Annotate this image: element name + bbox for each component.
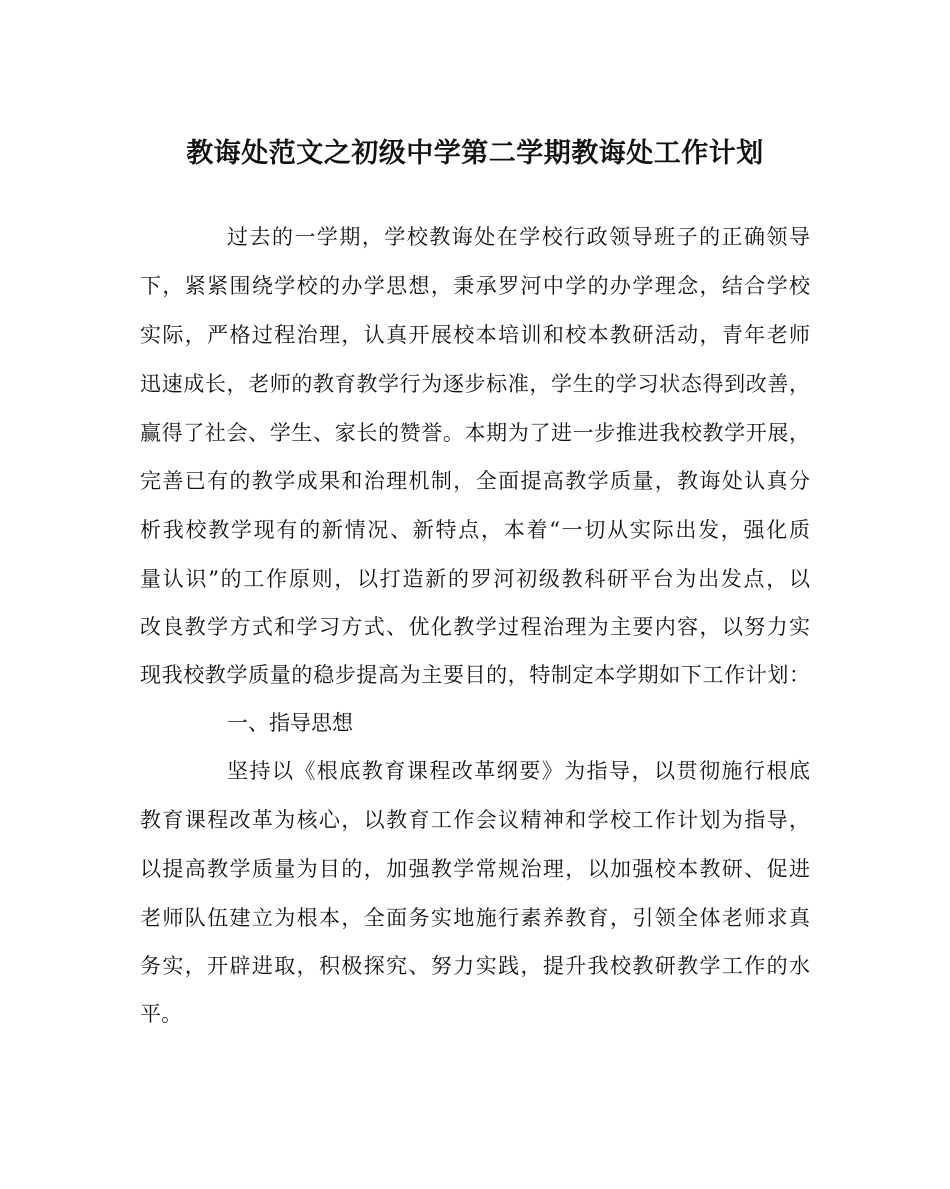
paragraph-1-line-4: 迅速成长，老师的教育教学行为逐步标准，学生的学习状态得到改善， bbox=[140, 372, 810, 396]
paragraph-1-line-9: 改良教学方式和学习方式、优化教学过程治理为主要内容，以努力实 bbox=[140, 615, 810, 639]
paragraph-1-line-2: 下，紧紧围绕学校的办学思想，秉承罗河中学的办学理念，结合学校 bbox=[140, 274, 810, 298]
paragraph-1-line-5: 赢得了社会、学生、家长的赞誉。本期为了进一步推进我校教学开展， bbox=[140, 421, 810, 445]
paragraph-1-line-3: 实际，严格过程治理，认真开展校本培训和校本教研活动，青年老师 bbox=[140, 323, 810, 347]
paragraph-2-line-3: 以提高教学质量为目的，加强教学常规治理，以加强校本教研、促进 bbox=[140, 857, 810, 881]
paragraph-1-line-7: 析我校教学现有的新情况、新特点，本着“一切从实际出发，强化质 bbox=[140, 518, 810, 542]
paragraph-1-line-6: 完善已有的教学成果和治理机制，全面提高教学质量，教诲处认真分 bbox=[140, 469, 810, 493]
paragraph-2-line-2: 教育课程改革为核心，以教育工作会议精神和学校工作计划为指导， bbox=[140, 808, 810, 832]
paragraph-2-line-6: 平。 bbox=[140, 1002, 182, 1026]
section-1-heading: 一、指导思想 bbox=[227, 711, 353, 735]
paragraph-2-line-1: 坚持以《根底教育课程改革纲要》为指导，以贯彻施行根底 bbox=[227, 759, 810, 783]
paragraph-2-line-5: 务实，开辟进取，积极探究、努力实践，提升我校教研教学工作的水 bbox=[140, 954, 810, 978]
paragraph-1-line-1: 过去的一学期，学校教诲处在学校行政领导班子的正确领导 bbox=[227, 225, 810, 249]
document-title: 教诲处范文之初级中学第二学期教诲处工作计划 bbox=[186, 138, 764, 169]
paragraph-1-line-10: 现我校教学质量的稳步提高为主要目的，特制定本学期如下工作计划： bbox=[140, 663, 810, 687]
paragraph-2-line-4: 老师队伍建立为根本，全面务实地施行素养教育，引领全体老师求真 bbox=[140, 906, 810, 930]
paragraph-1-line-8: 量认识”的工作原则，以打造新的罗河初级教科研平台为出发点，以 bbox=[140, 567, 810, 591]
